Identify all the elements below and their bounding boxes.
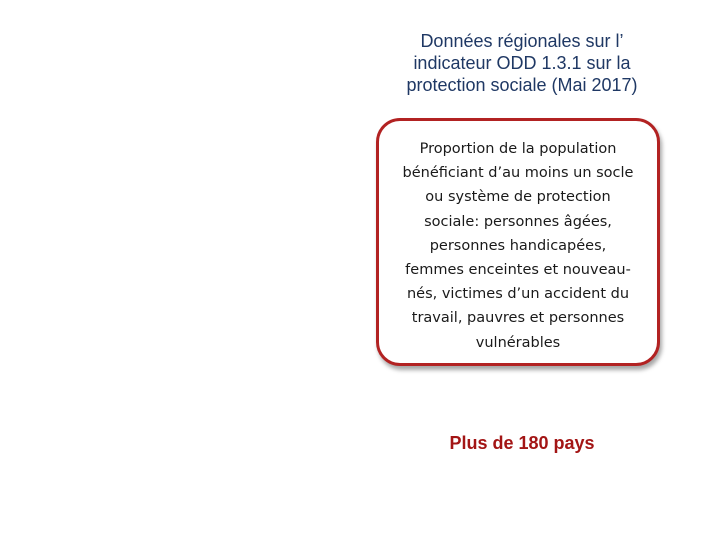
description-line: ou système de protection bbox=[425, 189, 611, 206]
description-line: vulnérables bbox=[475, 334, 561, 351]
description-line: travail, pauvres et personnes bbox=[411, 310, 625, 327]
description-line: personnes handicapées, bbox=[429, 237, 607, 254]
description-line: femmes enceintes et nouveau- bbox=[405, 262, 631, 279]
description-line: bénéficiant d’au moins un socle bbox=[402, 165, 634, 182]
description-line: Proportion de la population bbox=[419, 141, 617, 157]
country-count: Plus de 180 pays bbox=[449, 433, 595, 453]
slide-title bbox=[372, 30, 672, 96]
title-line: indicateur ODD 1.3.1 sur la bbox=[413, 53, 631, 73]
description-line: sociale: personnes âgées, bbox=[424, 213, 612, 230]
title-line: Données régionales sur l’ bbox=[420, 31, 624, 51]
indicator-box bbox=[376, 118, 660, 366]
title-line: protection sociale (Mai 2017) bbox=[406, 75, 638, 95]
indicator-description bbox=[389, 137, 647, 355]
description-line: nés, victimes d’un accident du bbox=[406, 286, 630, 303]
